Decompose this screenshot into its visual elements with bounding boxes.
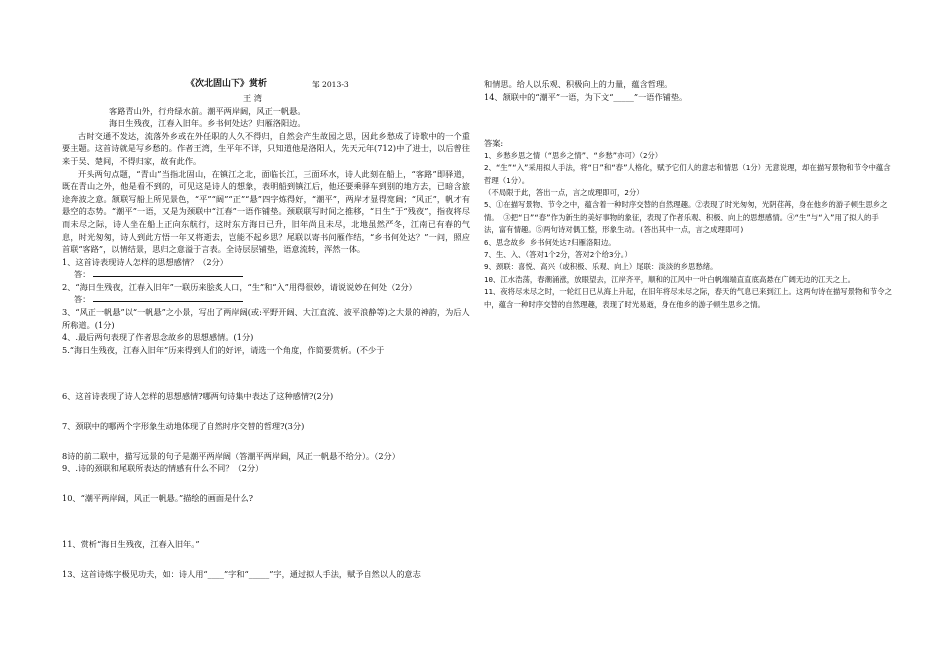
answer-2-note: （不局限于此，答出一点，言之成理即可，2分）	[484, 188, 644, 197]
answer-9: 9、颈联：喜悦、高兴（或积极、乐观、向上）尾联：淡淡的乡思愁绪。	[484, 262, 718, 272]
answer-prefix-2: 答：	[74, 294, 91, 305]
answers-heading: 答案:	[484, 138, 504, 149]
question-11: 11、赏析“海日生残夜，江春入旧年。”	[62, 539, 200, 550]
answer-prefix-1: 答：	[74, 269, 91, 280]
question-14: 14、颔联中的“潮平”一语，为下文“_____”一语作铺垫。	[484, 91, 688, 102]
right-column	[484, 78, 892, 311]
question-9: 9、.诗的颈联和尾联所表达的情感有什么不同？（2分）	[62, 463, 264, 474]
question-5: 5.“海日生残夜，江春入旧年”历来得到人们的好评，请选一个角度，作简要赏析。(不少于	[62, 344, 385, 355]
question-1: 1、这首诗表现诗人怎样的思想感情？（2分）	[62, 256, 228, 267]
spacer	[62, 551, 470, 568]
document-title: 《次北固山下》赏析	[186, 79, 268, 89]
answer-10: 10、江水浩荡，春潮涌涨，放眼望去，江岸齐平，顺和的江风中一叶白帆端端直直底高悬在广阔无边的江天之上。	[484, 274, 856, 284]
spacer	[62, 403, 470, 420]
spacer	[62, 356, 470, 390]
answer-7: 7、生、入、（答对1个2分，答对2个给3分。）	[484, 250, 632, 260]
answer-11: 11、夜将尽未尽之时，一轮红日已从海上升起，在旧年将尽未尽之际，春天的气息已来到江上。这两句诗在描写景物和节令之中，蕴含一种时序交替的自然理趣，表现了时光易逝，身在他乡的游子顿生思乡之情。	[484, 287, 892, 309]
document-date: 邹 2013-3	[312, 80, 349, 89]
question-13: 13、这首诗炼字极见功夫，如：诗人用“____”字和“_____”字，通过拟人手法，赋予自然以人的意志	[62, 568, 421, 579]
poem-line-2: 海日生残夜，江春入旧年。乡书何处达？归雁洛阳边。	[109, 118, 306, 129]
answer-blank-1[interactable]	[93, 268, 243, 277]
spacer	[62, 433, 470, 450]
question-7: 7、颈联中的哪两个字形象生动地体现了自然时序交替的哲理?(3分)	[62, 420, 305, 431]
question-3: 3、“风正一帆悬”以“一帆悬”之小景，写出了两岸阔(或:平野开阔、大江直流、波平浪静等)之大景的神韵，为后人所称道。(1分)	[62, 306, 470, 330]
left-column	[62, 78, 470, 580]
question-2: 2、“海日生残夜，江春入旧年”一联历来脍炙人口，“生”和“入”用得很妙，请说说妙在何处（2分）	[62, 281, 417, 292]
title-row	[62, 78, 470, 92]
spacer	[62, 475, 470, 492]
spacer	[62, 504, 470, 538]
question-6: 6、这首诗表现了诗人怎样的思想感情?哪两句诗集中表达了这种感情?(2分)	[62, 391, 334, 402]
answer-1: 1、乡愁乡思之情（“思乡之情”、“乡愁”亦可）（2分）	[484, 150, 663, 160]
poem-author: 王 湾	[243, 93, 262, 103]
question-10: 10、“潮平两岸阔，风正一帆悬。”描绘的画面是什么?	[62, 492, 254, 503]
answer-blank-2[interactable]	[93, 293, 243, 302]
intro-paragraph-1: 古时交通不发达，流落外乡或在外任职的人久不得归，自然会产生故园之思，因此乡愁成了诗歌中的一个重要主题。这首诗就是写乡愁的。作者王湾，生平年不详，只知道他是洛阳人，先天元年(712)中了进士，以后曾往来于吴、楚间，不得归家，故有此作。	[62, 130, 470, 166]
poem-line-1: 客路青山外，行舟绿水前。潮平两岸阔，风正一帆悬。	[109, 105, 306, 116]
question-8: 8诗的前二联中，描写远景的句子是潮平两岸阔（答潮平两岸阔，风正一帆悬不给分）。（2分）	[62, 450, 400, 461]
question-4: 4、.最后两句表现了作者思念故乡的思想感情。(1分)	[62, 332, 254, 343]
spacer	[484, 103, 892, 137]
answer-line-1	[62, 268, 470, 281]
question-13-continued: 和情思。给人以乐观、积极向上的力量，蕴含哲理。	[484, 79, 673, 89]
answer-line-2	[62, 293, 470, 306]
answer-2: 2、“生”“入”采用拟人手法，将“日”和“春”人格化，赋予它们人的意志和情思（1分）无意说理，却在描写景物和节令中蕴含哲理（1分）。	[484, 163, 891, 185]
answer-5: 5、①在描写景物、节令之中，蕴含着一种时序交替的自然理趣。②表现了时光匆匆，光阴荏苒，身在他乡的游子顿生思乡之情。 ③把“日”“春”作为新生的美好事物的象征，表现了作者乐观、积极、向上的思想感情。④“生”与“入”用了拟人的手法，富有情趣。⑤两句诗对偶工整，形象生动。(答出其中一点，言之成理即可)	[484, 200, 888, 235]
intro-paragraph-2: 开头两句点题，“青山”当指北固山，在镇江之北，面临长江，三面环水，诗人此刻在船上，“客路”即驿道，既在青山之外，他是看不到的，可见这是诗人的想象，表明船到镇江后，他还要乘驿车到别的地方去，已暗含旅途奔波之意。颔联写船上所见景色，“平”“阔”“正”“悬”四字炼得好，“潮平”，两岸才显得宽阔；“风正”，帆才有悬空的态势。“潮平”一语，又是为颈联中“江春”一语作铺垫。颈联联写时间之推移，“日生”于“残夜”，指夜将尽而未尽之际，诗人坐在船上正向东航行，这时东方海日已升，旧年尚且未尽，北地虽然严冬，江南已有春的气息，时光匆匆，诗人到此方悟一年又将逝去，岂能不起乡思？尾联以寄书问雁作结，“乡书何处达？”一问，照应首联“客路”，以情结景，思归之意溢于言表。全诗层层铺垫，语意流转，浑然一体。	[62, 168, 470, 255]
answer-6: 6、思念故乡 乡书何处达?归雁洛阳边。	[484, 237, 616, 247]
